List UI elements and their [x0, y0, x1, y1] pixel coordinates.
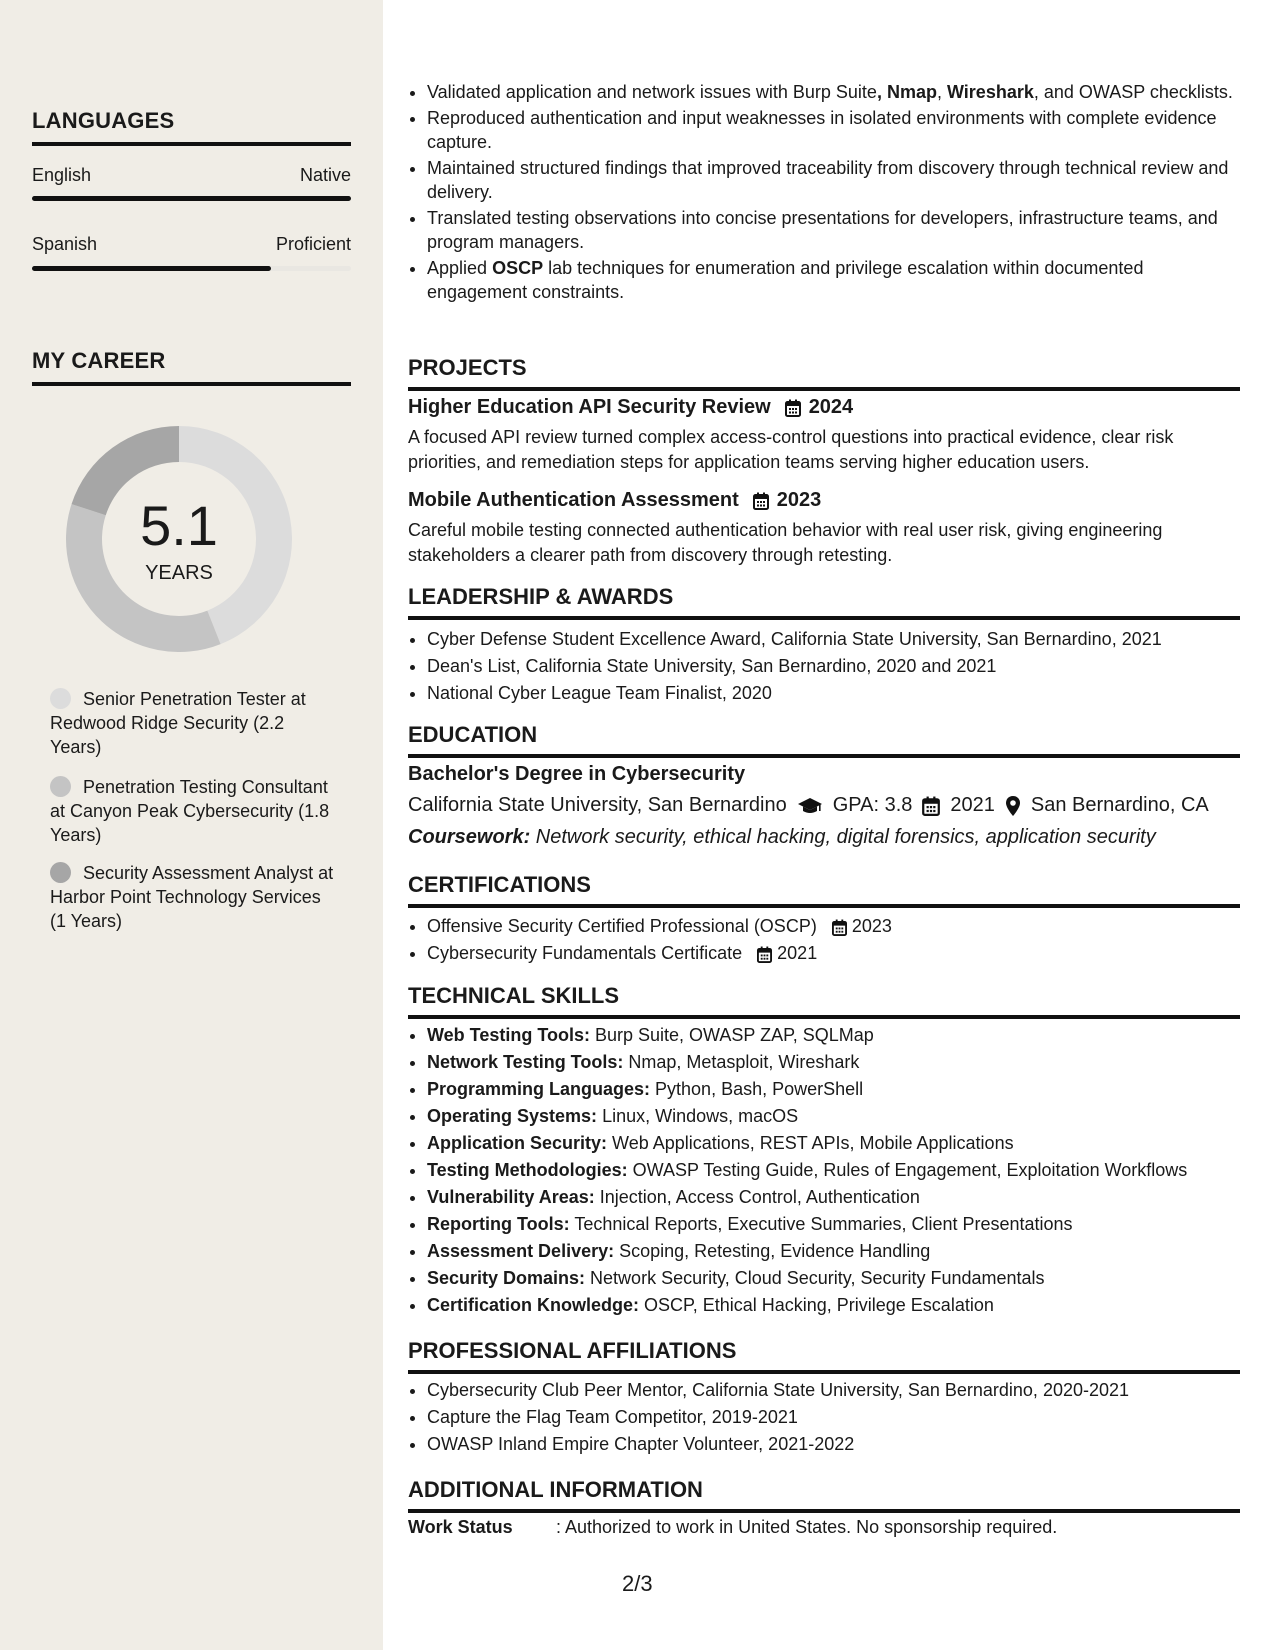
- language-level: Proficient: [275, 234, 351, 254]
- certification-name: Offensive Security Certified Professional (OSCP): [427, 916, 817, 936]
- calendar-icon: [785, 399, 801, 417]
- language-level: Native: [299, 165, 351, 185]
- education-heading: EDUCATION: [408, 722, 1240, 758]
- skill-item: • Certification Knowledge: OSCP, Ethical Hacking, Privilege Escalation: [427, 1292, 1240, 1319]
- skill-item: • Application Security: Web Applications, REST APIs, Mobile Applications: [427, 1130, 1240, 1157]
- career-item: [50, 687, 340, 759]
- language-bar-fill: [32, 266, 271, 271]
- career-years-unit: YEARS: [145, 562, 213, 584]
- project-title: Higher Education API Security Review: [408, 396, 771, 418]
- certifications-list: [408, 913, 1240, 967]
- work-status-row: [408, 1517, 1057, 1538]
- career-legend-dot: [50, 688, 71, 709]
- calendar-icon: [757, 946, 772, 963]
- work-status-value: : Authorized to work in United States. No sponsorship required.: [556, 1517, 1058, 1537]
- education-year: 2021: [950, 794, 995, 816]
- career-item-text: Security Assessment Analyst at Harbor Point Technology Services (1 Years): [50, 863, 334, 931]
- education-location: San Bernardino, CA: [1030, 794, 1209, 816]
- graduation-cap-icon: [797, 796, 823, 816]
- skill-item: • Programming Languages: Python, Bash, PowerShell: [427, 1076, 1240, 1103]
- career-item-text: Senior Penetration Tester at Redwood Ridge Security (2.2 Years): [50, 689, 306, 757]
- career-heading: MY CAREER: [32, 348, 351, 386]
- education-school: California State University, San Bernardino: [408, 794, 787, 816]
- calendar-icon: [922, 796, 940, 816]
- career-legend-dot: [50, 776, 71, 797]
- skill-item: • Assessment Delivery: Scoping, Retesting, Evidence Handling: [427, 1238, 1240, 1265]
- skills-list: [408, 1022, 1240, 1319]
- leadership-heading: LEADERSHIP & AWARDS: [408, 584, 1240, 620]
- affiliation-item: • OWASP Inland Empire Chapter Volunteer, 2021-2022: [427, 1431, 1240, 1458]
- certification-item: [427, 913, 1240, 940]
- affiliation-item: • Capture the Flag Team Competitor, 2019-2021: [427, 1404, 1240, 1431]
- projects-heading: PROJECTS: [408, 355, 1240, 391]
- education-degree: Bachelor's Degree in Cybersecurity: [408, 763, 746, 785]
- project-title-row: [408, 396, 853, 419]
- languages-heading: LANGUAGES: [32, 108, 351, 146]
- affiliation-item: • Cybersecurity Club Peer Mentor, California State University, San Bernardino, 2020-2021: [427, 1377, 1240, 1404]
- leadership-item: • Dean's List, California State University, San Bernardino, 2020 and 2021: [427, 653, 1240, 680]
- calendar-icon: [753, 492, 769, 510]
- career-legend-dot: [50, 862, 71, 883]
- main-content: [408, 0, 1240, 1650]
- work-status-label: Work Status: [408, 1517, 513, 1537]
- skill-item: • Network Testing Tools: Nmap, Metasploit, Wireshark: [427, 1049, 1240, 1076]
- project-title-row: [408, 489, 821, 512]
- leadership-list: [408, 626, 1240, 707]
- language-bar-fill: [32, 196, 351, 201]
- page-number: 2/3: [622, 1571, 653, 1596]
- experience-bullet: • Translated testing observations into concise presentations for developers, infrastructure teams, and program managers.: [427, 206, 1240, 254]
- language-bar-english: [32, 196, 351, 201]
- coursework-label: Coursework:: [408, 826, 531, 848]
- skill-item: • Web Testing Tools: Burp Suite, OWASP ZAP, SQLMap: [427, 1022, 1240, 1049]
- skill-item: • Testing Methodologies: OWASP Testing Guide, Rules of Engagement, Exploitation Workflows: [427, 1157, 1240, 1184]
- career-item-text: Penetration Testing Consultant at Canyon Peak Cybersecurity (1.8 Years): [50, 777, 330, 845]
- location-pin-icon: [1005, 795, 1021, 817]
- language-row-spanish: [32, 234, 351, 255]
- experience-bullet: • Validated application and network issues with Burp Suite, Nmap, Wireshark, and OWASP checklists.: [427, 80, 1240, 104]
- affiliations-list: [408, 1377, 1240, 1458]
- career-total-years: 5.1: [140, 494, 218, 557]
- experience-bullet: • Maintained structured findings that improved traceability from discovery through technical review and delivery.: [427, 156, 1240, 204]
- skill-item: • Vulnerability Areas: Injection, Access Control, Authentication: [427, 1184, 1240, 1211]
- skill-item: • Security Domains: Network Security, Cloud Security, Security Fundamentals: [427, 1265, 1240, 1292]
- certification-year: 2023: [851, 916, 892, 936]
- career-item: [50, 775, 340, 847]
- skills-heading: TECHNICAL SKILLS: [408, 983, 1240, 1019]
- language-name: Spanish: [32, 234, 98, 254]
- additional-heading: ADDITIONAL INFORMATION: [408, 1477, 1240, 1513]
- experience-bullets: [408, 80, 1240, 306]
- career-item: [50, 861, 340, 933]
- sidebar: [0, 0, 383, 1650]
- career-donut-chart: [66, 426, 292, 652]
- project-description: A focused API review turned complex access-control questions into practical evidence, clear risk priorities, and remediation steps for application teams serving higher education users.: [408, 427, 1174, 472]
- language-row-english: [32, 165, 351, 186]
- skill-item: • Operating Systems: Linux, Windows, macOS: [427, 1103, 1240, 1130]
- education-gpa: GPA: 3.8: [832, 794, 913, 816]
- skill-item: • Reporting Tools: Technical Reports, Executive Summaries, Client Presentations: [427, 1211, 1240, 1238]
- language-name: English: [32, 165, 92, 185]
- project-year: 2024: [808, 396, 854, 418]
- project-description: Careful mobile testing connected authentication behavior with real user risk, giving engineering stakeholders a clearer path from discovery through retesting.: [408, 520, 1163, 565]
- leadership-item: • National Cyber League Team Finalist, 2020: [427, 680, 1240, 707]
- project-title: Mobile Authentication Assessment: [408, 489, 739, 511]
- experience-bullet: • Reproduced authentication and input weaknesses in isolated environments with complete evidence capture.: [427, 106, 1240, 154]
- certification-year: 2021: [777, 943, 818, 963]
- certification-item: [427, 940, 1240, 967]
- affiliations-heading: PROFESSIONAL AFFILIATIONS: [408, 1338, 1240, 1374]
- language-bar-spanish: [32, 266, 351, 271]
- calendar-icon: [832, 919, 847, 936]
- coursework-text: Network security, ethical hacking, digital forensics, application security: [530, 826, 1156, 848]
- leadership-item: • Cyber Defense Student Excellence Award, California State University, San Bernardino, 2021: [427, 626, 1240, 653]
- education-details: [408, 794, 1209, 817]
- certification-name: Cybersecurity Fundamentals Certificate: [427, 943, 743, 963]
- certifications-heading: CERTIFICATIONS: [408, 872, 1240, 908]
- education-coursework: [408, 826, 1156, 849]
- experience-bullet: • Applied OSCP lab techniques for enumeration and privilege escalation within documented engagement constraints.: [427, 256, 1240, 304]
- project-year: 2023: [776, 489, 822, 511]
